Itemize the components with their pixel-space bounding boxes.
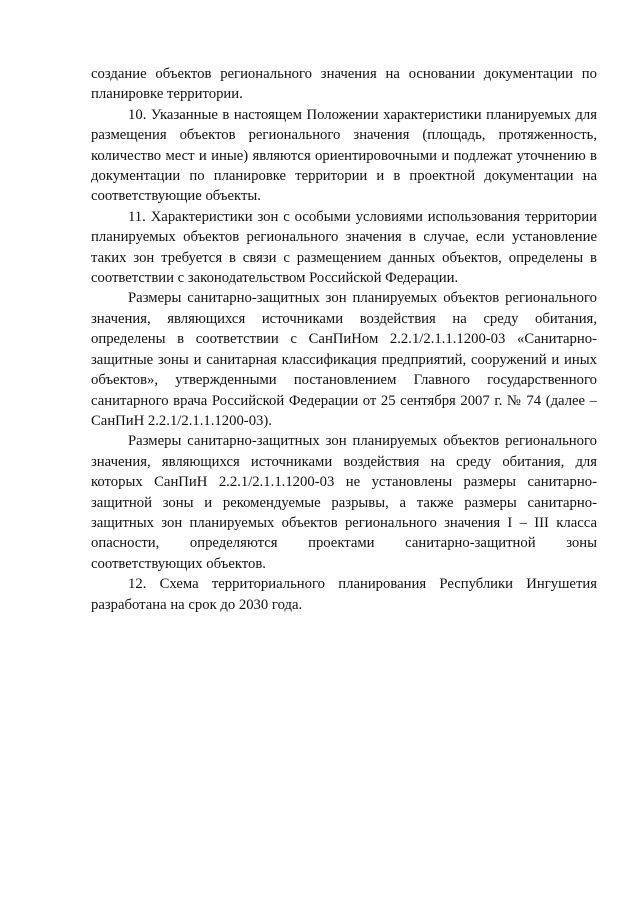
paragraph-item-10: 10. Указанные в настоящем Положении характеристики планируемых для размещения объектов регионального значения (площадь, протяженность, количество мест и иные) являются ориентировочными и подлежат уточнению в документации по планировке территории и в проектной документации на соответствующие объекты. <box>91 106 597 205</box>
paragraph-item-12: 12. Схема территориального планирования Республики Ингушетия разработана на срок до 2030 года. <box>91 576 597 613</box>
paragraph-continuation: создание объектов регионального значения на основании документации по планировке территории. <box>91 66 597 103</box>
document-body <box>91 64 597 615</box>
paragraph-item-11: 11. Характеристики зон с особыми условиями использования территории планируемых объектов регионального значения в случае, если установление таких зон требуется в связи с размещением данных объектов, определены в соответствии с законодательством Российской Федерации. <box>91 208 597 287</box>
paragraph-sanitary-zones-projects: Размеры санитарно-защитных зон планируемых объектов регионального значения, являющихся источниками воздействия на среду обитания, для которых СанПиН 2.2.1/2.1.1.1200-03 не установлены размеры санитарно-защитной зоны и рекомендуемые разрывы, а также размеры санитарно-защитных зон планируемых объектов регионального значения I – III класса опасности, определяются проектами санитарно-защитной зоны соответствующих объектов. <box>91 433 597 572</box>
paragraph-sanitary-zones-sanpin: Размеры санитарно-защитных зон планируемых объектов регионального значения, являющихся источниками воздействия на среду обитания, определены в соответствии с СанПиНом 2.2.1/2.1.1.1200-03 «Санитарно-защитные зоны и санитарная классификация предприятий, сооружений и иных объектов», утвержденными постановлением Главного государственного санитарного врача Российской Федерации от 25 сентября 2007 г. № 74 (далее – СанПиН 2.2.1/2.1.1.1200-03). <box>91 290 597 429</box>
